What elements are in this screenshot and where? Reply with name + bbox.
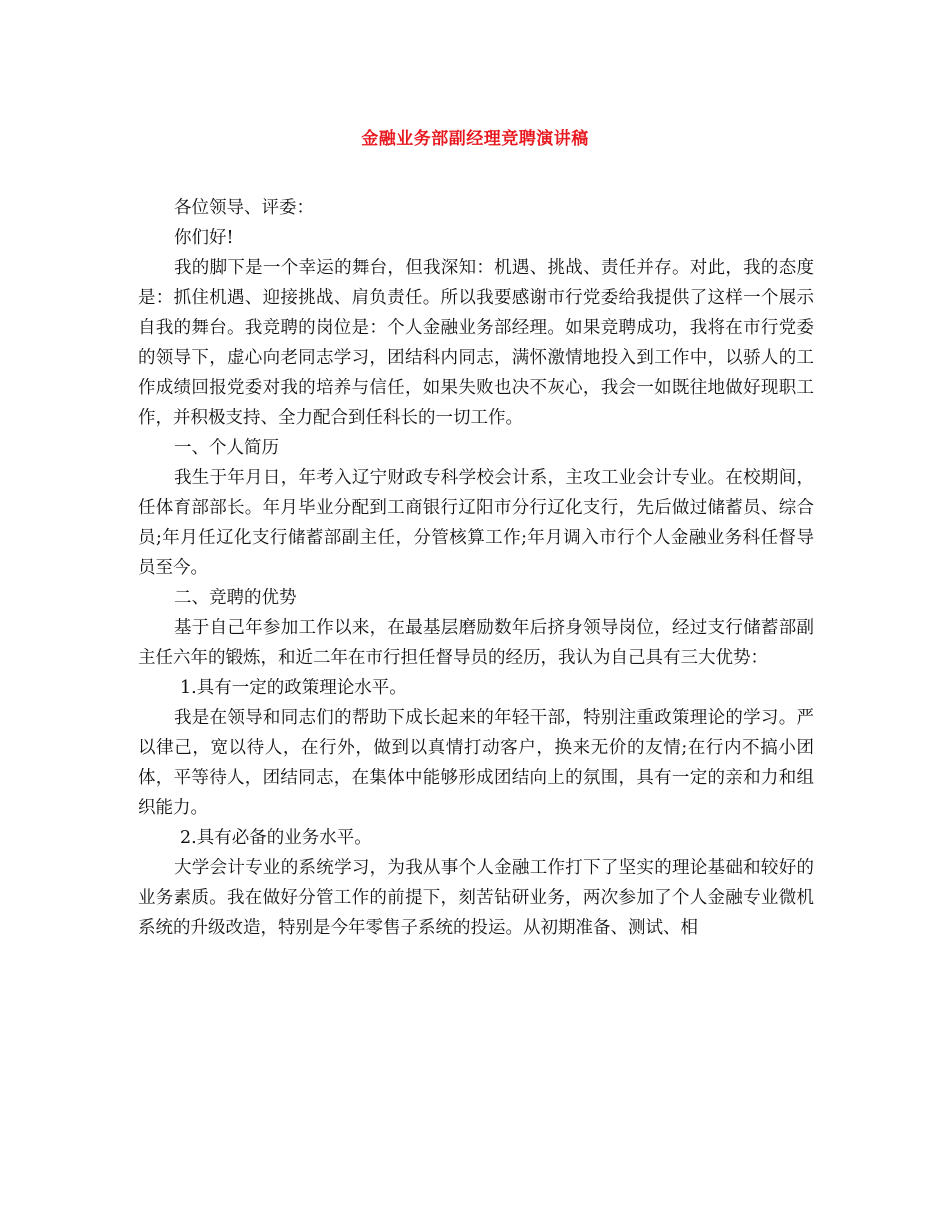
intro-paragraph: 我的脚下是一个幸运的舞台，但我深知：机遇、挑战、责任并存。对此，我的态度是：抓住机遇、迎接挑战、肩负责任。所以我要感谢市行党委给我提供了这样一个展示自我的舞台。我竞聘的岗位是：个人金融业务部经理。如果竞聘成功，我将在市行党委的领导下，虚心向老同志学习，团结科内同志，满怀激情地投入到工作中，以骄人的工作成绩回报党委对我的培养与信任，如果失败也决不灰心，我会一如既往地做好现职工作，并积极支持、全力配合到任科长的一切工作。 — [138, 258, 814, 428]
document-body — [138, 193, 814, 943]
subheading-policy-theory: 1.具有一定的政策理论水平。 — [180, 678, 407, 698]
salutation-line: 你们好! — [174, 228, 234, 248]
policy-theory-paragraph: 我是在领导和同志们的帮助下成长起来的年轻干部，特别注重政策理论的学习。严以律己，宽以待人，在行外，做到以真情打动客户，换来无价的友情;在行内不搞小团体，平等待人，团结同志，在集体中能够形成团结向上的氛围，具有一定的亲和力和组织能力。 — [138, 708, 814, 818]
section-heading-resume: 一、个人简历 — [174, 438, 279, 458]
subheading-business-level: 2.具有必备的业务水平。 — [180, 828, 372, 848]
business-level-paragraph: 大学会计专业的系统学习，为我从事个人金融工作打下了坚实的理论基础和较好的业务素质。我在做好分管工作的前提下，刻苦钻研业务，两次参加了个人金融专业微机系统的升级改造，特别是今年零售子系统的投运。从初期准备、测试、相 — [138, 858, 814, 938]
greeting-line: 各位领导、评委： — [174, 198, 314, 218]
advantages-intro-paragraph: 基于自己年参加工作以来，在最基层磨励数年后挤身领导岗位，经过支行储蓄部副主任六年的锻炼，和近二年在市行担任督导员的经历，我认为自己具有三大优势： — [138, 618, 814, 668]
section-heading-advantages: 二、竞聘的优势 — [174, 588, 297, 608]
document-title: 金融业务部副经理竞聘演讲稿 — [361, 129, 589, 149]
resume-paragraph: 我生于年月日，年考入辽宁财政专科学校会计系，主攻工业会计专业。在校期间，任体育部部长。年月毕业分配到工商银行辽阳市分行辽化支行，先后做过储蓄员、综合员;年月任辽化支行储蓄部副主任，分管核算工作;年月调入市行个人金融业务科任督导员至今。 — [138, 468, 814, 578]
